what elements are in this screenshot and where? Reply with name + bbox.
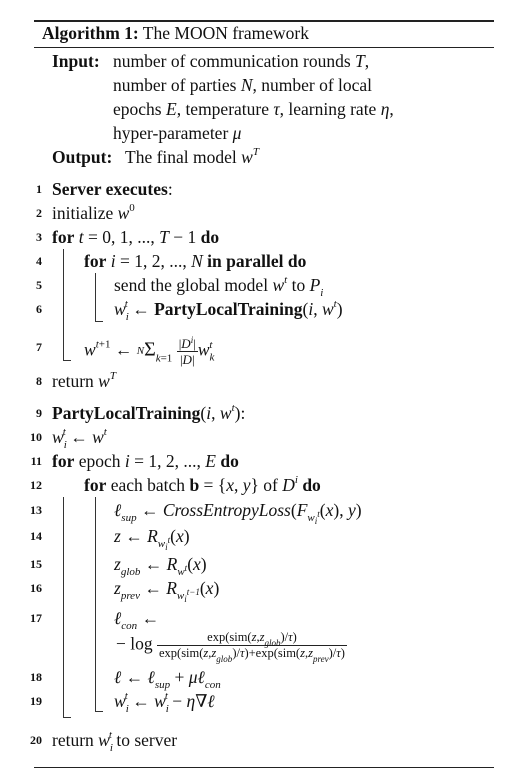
output-label: Output: xyxy=(52,147,113,167)
contrastive-fraction: $\frac{\exp(sim(z,z_{glob})/\tau)}{\exp(sim(z,z_{glob})/\tau)+\exp(sim(z,z_{prev})/\tau)}$ xyxy=(158,630,345,664)
algo-line-17-continued: − log $\frac{\exp(sim(z,z_{glob})/\tau)}{\exp(sim(z,z_{glob})/\tau)+\exp(sim(z,z_{prev})/\tau)}$ xyxy=(116,630,345,664)
line-number: 6 xyxy=(36,302,42,316)
line-number: 7 xyxy=(36,340,42,354)
line-number: 20 xyxy=(30,733,42,747)
algo-line-13: ℓ$_{sup}$ ← $CrossEntropyLoss(F_{w_i^t}(x)$, y) xyxy=(114,500,362,526)
scope-bar-for-t xyxy=(63,249,64,360)
input-line-1: number of communication rounds T, xyxy=(113,51,370,71)
line-number: 11 xyxy=(30,454,42,468)
input-line-3: epochs E, temperature τ, learning rate η, xyxy=(113,99,394,119)
caption-title: The MOON framework xyxy=(142,23,309,43)
algo-line-20: return $w_i^t$ to server xyxy=(52,729,178,754)
line-number: 16 xyxy=(30,581,42,595)
algo-line-17: ℓ$_{con}$ ← xyxy=(114,608,160,632)
line-number: 19 xyxy=(30,694,42,708)
scope-end-for-t xyxy=(63,360,71,361)
line-number: 17 xyxy=(30,611,42,625)
summation: N xyxy=(136,345,145,357)
line-number: 4 xyxy=(36,254,42,268)
caption-rule xyxy=(34,47,494,48)
algo-line-1: Server executes: xyxy=(52,179,173,199)
algo-line-15: $z_{glob}$ ← $R_{w^t}(x)$ xyxy=(114,554,207,578)
caption-label: Algorithm 1: xyxy=(42,23,139,43)
weight-fraction: $\frac{|D^i|}{|D|}$ xyxy=(178,335,196,367)
algo-line-5: send the global model $w^t$ to $P_i$ xyxy=(114,274,324,299)
line-number: 9 xyxy=(36,406,42,420)
output-text: The final model $w^T$ xyxy=(125,146,259,167)
algo-line-19: $w_i^t$ ← $w_i^t$ − η∇ℓ xyxy=(114,690,215,715)
line-number: 14 xyxy=(30,529,42,543)
input-line-2: number of parties N, number of local xyxy=(113,75,373,95)
algo-line-4: for i = 1, 2, ..., N in parallel do xyxy=(84,251,307,271)
algo-line-7: $w^{t+1}$ ← N $\Sigma_{k=1}$ $\frac{|D^i|}{|D|}$ $w_k^t$ xyxy=(84,335,215,367)
line-number: 1 xyxy=(36,182,42,196)
line-number: 3 xyxy=(36,230,42,244)
algo-line-10: $w_i^t$ ← $w^t$ xyxy=(52,426,107,451)
line-number: 8 xyxy=(36,374,42,388)
scope-end-epoch xyxy=(63,717,71,718)
scope-bar-epoch xyxy=(63,497,64,717)
line-number: 12 xyxy=(30,478,42,492)
line-number: 5 xyxy=(36,278,42,292)
algo-line-3: for t = 0, 1, ..., T − 1 do xyxy=(52,227,220,247)
scope-end-for-i xyxy=(95,321,103,322)
scope-bar-for-i xyxy=(95,273,96,321)
algo-line-8: return $w^T$ xyxy=(52,370,116,391)
input-label: Input: xyxy=(52,51,100,71)
algo-line-6: $w_i^t$ ← PartyLocalTraining(i, $w^t$) xyxy=(114,298,343,323)
bottom-rule xyxy=(34,767,494,768)
algo-line-2: initialize $w^0$ xyxy=(52,202,135,223)
line-number: 15 xyxy=(30,557,42,571)
algo-line-18: ℓ ← ℓ$_{sup}$ + μℓ$_{con}$ xyxy=(114,667,221,691)
algo-line-12: for each batch b = {x, y} of $D^i$ do xyxy=(84,474,321,495)
algo-line-11: for epoch i = 1, 2, ..., E do xyxy=(52,451,239,471)
line-number: 13 xyxy=(30,503,42,517)
scope-bar-batch xyxy=(95,497,96,711)
line-number: 2 xyxy=(36,206,42,220)
algo-line-16: $z_{prev}$ ← $R_{w_i^{t-1}}(x)$ xyxy=(114,578,220,604)
algo-line-9: PartyLocalTraining(i, $w^t$): xyxy=(52,402,246,423)
line-number: 10 xyxy=(30,430,42,444)
algorithm-caption xyxy=(42,22,309,44)
scope-end-batch xyxy=(95,711,103,712)
line-number: 18 xyxy=(30,670,42,684)
algo-line-14: z ← $R_{w_i^t}(x)$ xyxy=(114,526,190,552)
input-line-4: hyper-parameter μ xyxy=(113,123,242,143)
